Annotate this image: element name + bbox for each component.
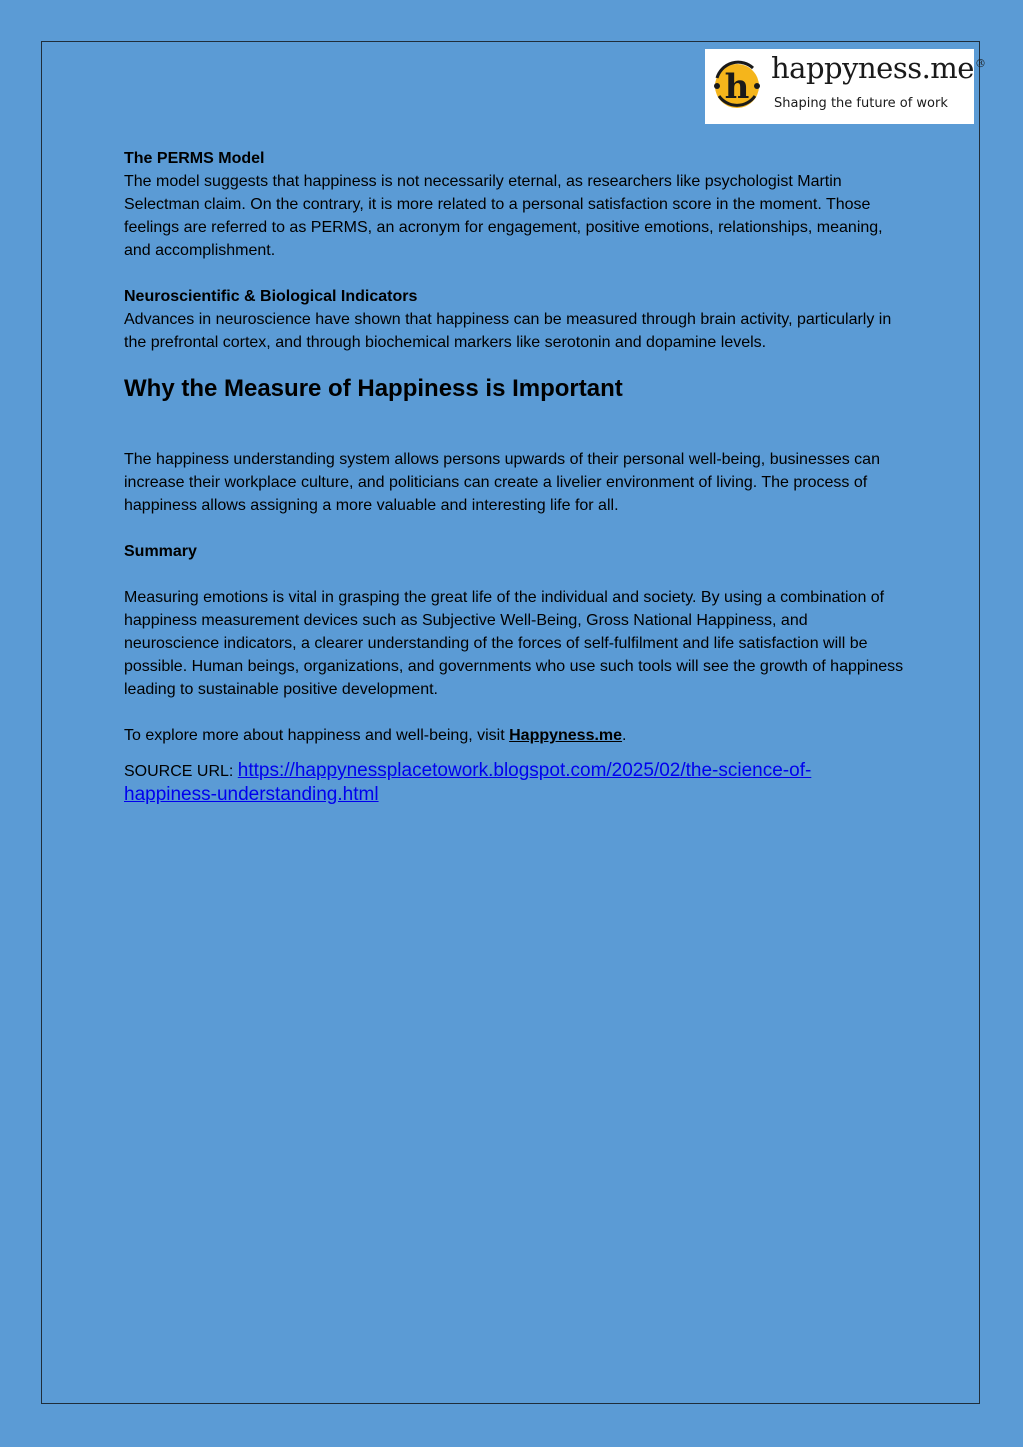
brand-tagline: Shaping the future of work: [774, 96, 948, 111]
source-line: [124, 759, 904, 807]
perms-title: The PERMS Model: [124, 150, 265, 167]
source-url-link[interactable]: https://happynessplacetowork.blogspot.com/2025/02/the-science-of-happiness-understanding.html: [124, 760, 812, 805]
source-label: SOURCE URL:: [124, 763, 238, 780]
summary-title: Summary: [124, 543, 197, 560]
why-paragraph: The happiness understanding system allows persons upwards of their personal well-being, businesses can increase their workplace culture, and politicians can create a livelier environment of living. The process of happiness allows assigning a more valuable and interesting life for all.: [124, 451, 880, 514]
svg-text:h: h: [724, 67, 750, 107]
explore-line: To explore more about happiness and well-being, visit Happyness.me.: [124, 727, 627, 744]
brand-name: happyness.me®: [771, 51, 986, 85]
neuro-paragraph: Advances in neuroscience have shown that happiness can be measured through brain activity, particularly in the prefrontal cortex, and through biochemical markers like serotonin and dopamine levels.: [124, 311, 892, 351]
brand-logo: [705, 49, 986, 124]
why-heading: Why the Measure of Happiness is Important: [124, 375, 623, 402]
happyness-h-icon: [709, 56, 765, 114]
happyness-me-link[interactable]: Happyness.me: [509, 727, 623, 744]
perms-paragraph: The model suggests that happiness is not necessarily eternal, as researchers like psychologist Martin Selectman claim. On the contrary, it is more related to a personal satisfaction score in the moment. Those feelings are referred to as PERMS, an acronym for engagement, positive emotions, relationships, meaning, and accomplishment.: [124, 173, 883, 259]
summary-paragraph: Measuring emotions is vital in grasping the great life of the individual and society. By using a combination of happiness measurement devices such as Subjective Well-Being, Gross National Happiness, and neuroscience indicators, a clearer understanding of the forces of self-fulfilment and life satisfaction will be possible. Human beings, organizations, and governments who use such tools will see the growth of happiness leading to sustainable positive development.: [124, 589, 904, 698]
neuro-title: Neuroscientific & Biological Indicators: [124, 288, 418, 305]
document-body: [124, 147, 904, 807]
